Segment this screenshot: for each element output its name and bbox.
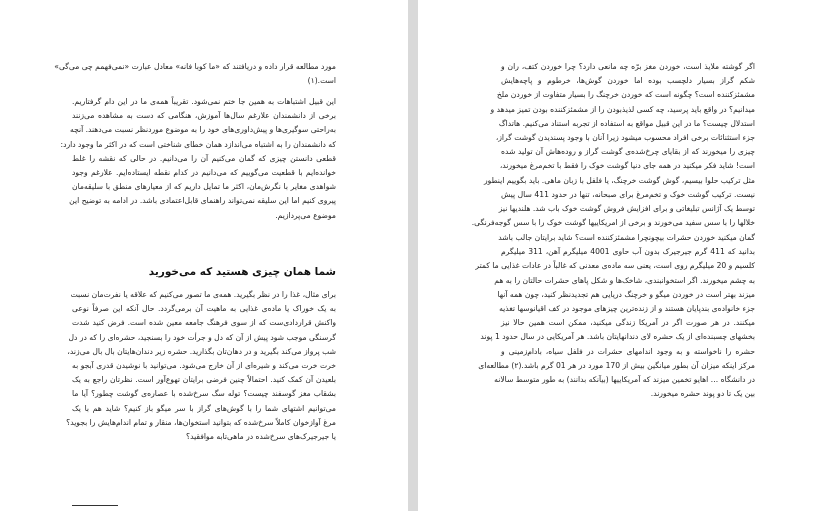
text-line: می‌توانیم اشتهای شما را با گوش‌های گراز با سر میگو باز کنیم؟ شاید هم با یک (72, 403, 336, 413)
text-line: بدانید که 411 گرم جیرجیرک بدون آب حاوی 4001 میلیگرم آهن، 311 میلیگرم (501, 247, 756, 257)
text-line: بشقاب مغز گوسفند چیست؟ توله سگ سرخ‌شده با عصاره‌ی گوشت چطور؟ آیا ما (72, 389, 336, 399)
text-line: بخشهای چسبنده‌ای از یک حشره لای دندانهایتان باشد. هر آمریکایی در سال حدود 1 پوند (480, 332, 755, 342)
text-line: اگر گوشته ملایذ است، خوردن مغز برّه چه مانعی دارد؟ چرا خوردن کتف، ران و (501, 62, 755, 71)
paragraph-3 (66, 288, 336, 444)
text-line: مرکز اینکه میزان آن بطور میانگین بیش از 170 مورد در هر 01 گرم باشد.(۲) مطالعه‌ای (478, 360, 755, 370)
text-line: یا جیرجیرک‌های سرخ‌شده در ماهی‌تابه موافقید؟ (186, 432, 336, 442)
text-line: مورد مطالعه قرار داده و دریافتند که «ما کوبا فانه» معادل عبارت «نمی‌فهمم چی می‌گی» (54, 62, 336, 71)
text-line: شواهدی مغایر با نگرش‌مان، اکثر ما تمایل داریم که از معیارهای منطق با سلیقه‌مان (72, 182, 336, 192)
left-page (0, 0, 408, 511)
text-line: قطعی دانستن چیزی که گمان می‌کنیم آن را می‌دانیم. در حالی که نقشه را غلط (72, 153, 336, 163)
paragraph-2 (60, 95, 336, 223)
text-line: میکنند. در هر صورت اگر در آمریکا زندگی میکنید، ممکن است همین حالا نیز (501, 318, 755, 328)
text-line: به‌راحتی سوگیری‌ها و پیش‌داوری‌های خود را به موضوع موردنظر نسبت می‌دهند. آنچه (70, 125, 336, 135)
text-line: چیزی را میخورند که از بقایای چرخ‌شده‌ی گوشت گراز و روده‌هاش آن تولید شده (501, 147, 755, 157)
text-line: گمان میکنید خوردن حشرات بیچونچرا مشمئزکننده است؟ شاید برایتان جالب باشد (498, 233, 755, 242)
text-line: به یک خوراک یا ماده‌ی غذایی به ماهیت آن برمی‌گردد. حال آنکه این صرفاً نوعی (72, 304, 336, 314)
text-line: خلالها را با سس سفید می‌خورند و برخی از امریکاییها گوشت خوک را با سس گوجه‌فرنگی. (471, 218, 755, 228)
text-line: برخی از دانشمندان علارغم سال‌ها آموزش، هنگامی که دست به مشاهده می‌زنند (72, 111, 336, 121)
page-gutter (408, 0, 418, 511)
text-line: کلسیم و 20 میلیگرم روی است، یعنی سه ماده‌ی معدنی که غالباً در عادات غذایی ما کمتر (475, 261, 755, 271)
text-line: مثل ترکیب حلوا بیسیم، گوش گوشت خرچنگ، یا فلفل با زبان ماهی. باید بگوییم اینطور (483, 175, 755, 185)
paragraph-2 (475, 231, 756, 401)
section-heading: شما همان چیزی هستید که می‌خورید (148, 266, 336, 278)
text-line: در دانشگاه … اهایو تخمین میزند که آمریکاییها (بیآنکه بدانند) به طور متوسط سالانه (494, 375, 755, 385)
text-line: شب پرواز می‌کند بگیرید و در دهان‌تان بگذارید. حشره زیر دندان‌هایتان بال بال می‌زند، (67, 346, 336, 356)
text-line: توسط یک آژانس تبلیغاتی و برای افزایش فروش گوشت خوک باب شد. هلندیها نیز (498, 204, 755, 214)
paragraph-1 (471, 60, 756, 230)
text-line: که دانشمندان را به اشتباه می‌اندازد همان خطای شناختی است که در اکثر ما وجود دارد: (60, 139, 336, 149)
text-line: واکنش قراردادی‌ست که از سوی فرهنگ جامعه معین شده است. فرض کنید شدت (72, 318, 336, 328)
text-line: خوانده‌ایم با قطعیت می‌گوییم که می‌دانیم در کدام نقطه ایستاده‌ایم. علارغم وجود (72, 168, 336, 178)
text-line: نیست. ترکیب گوشت خوک و تخم‌مرغ برای صبحانه، تنها در حدود 411 سال پیش (501, 189, 756, 199)
text-line: استدلال چیست؟ ما در این قبیل مواقع به استفاده از تجربه استناد می‌کنیم. هاتداگ (498, 118, 755, 128)
text-line: به چشم میخورند. اگر استخوانبندی، شاخک‌ها و شکل پاهای حشرات حالتان را به هم (494, 275, 755, 285)
text-line: برای مثال، غذا را در نظر بگیرید. همه‌ی ما تصور می‌کنیم که علاقه یا نفرت‌مان نسبت (70, 290, 336, 299)
text-line: پیروی کنیم اما این سلیقه نمی‌تواند راهنمای قابل‌اعتمادی باشد. در ادامه به توضیح این (69, 196, 336, 206)
text-line: جزء خانواده‌ی بندپایان هستند و از زنده‌ترین چیزهای موجود در کف اقیانوسها تغذیه (499, 304, 755, 314)
text-line: است.(۱) (307, 76, 336, 86)
text-line: موضوع می‌پردازیم. (275, 210, 336, 220)
text-line: مرغ آوازخوان کاملاً سرخ‌شده که بتوانید استخوان‌ها، منقار و تمام اندام‌هایش را بجوید؟ (66, 417, 336, 427)
text-line: شکم گراز بسیار دلچسب بوده اما خوردن گوش‌ها، خرطوم و پاچه‌هایش (501, 76, 755, 86)
footnote-rule (72, 505, 118, 506)
text-line: بین یک تا دو پوند حشره میخورند. (650, 389, 755, 399)
right-page (418, 0, 827, 511)
text-line: بلعیدن آن کمک کنید. احتمالاً چنین فرضی برایتان تهوع‌آور است. نظرتان راجع به یک (72, 375, 336, 385)
text-line: میدانیم؟ در واقع باید پرسید، چه کسی لذیذبودن را از مشمئزکننده بودن تمیز میدهد و (490, 104, 755, 114)
text-line: این قبیل اشتباهات به همین جا ختم نمی‌شود. تقریباً همه‌ی ما در این دام گرفتاریم. (72, 97, 336, 106)
text-line: جزء استثنائات برخی افراد محسوب میشود زیرا آنان با وجود پسندیدن گوشت گراز، (495, 133, 755, 143)
text-line: مشمئزکننده است؟ چگونه است که خوردن خرچنگ را بسیار متفاوت از خوردن ملخ (496, 90, 755, 100)
text-line: است! شاید فکر میکنید در همه جای دنیا گوشت خوک را فقط با تخم‌مرغ میخورند، (499, 161, 755, 171)
text-line: میزند بهتر است در خوردن میگو و خرچنگ دریایی هم تجدیدنظر کنید، چون همه آنها (497, 289, 755, 299)
text-line: خرت خرت می‌کند و شیره‌ای از آن خارج می‌شود. می‌توانید با نوشیدن قدری آبجو به (72, 361, 336, 371)
intro-paragraph (54, 60, 336, 88)
text-line: حشره را ناخواسته و به وجود اندامهای حشرات در فلفل سیاه، بادام‌زمینی و (501, 346, 755, 356)
text-line: گرسنگی موجب شود پیش از آن که دل و جرأت خود را بسنجید، حشره‌ای را که در دل (68, 332, 336, 342)
